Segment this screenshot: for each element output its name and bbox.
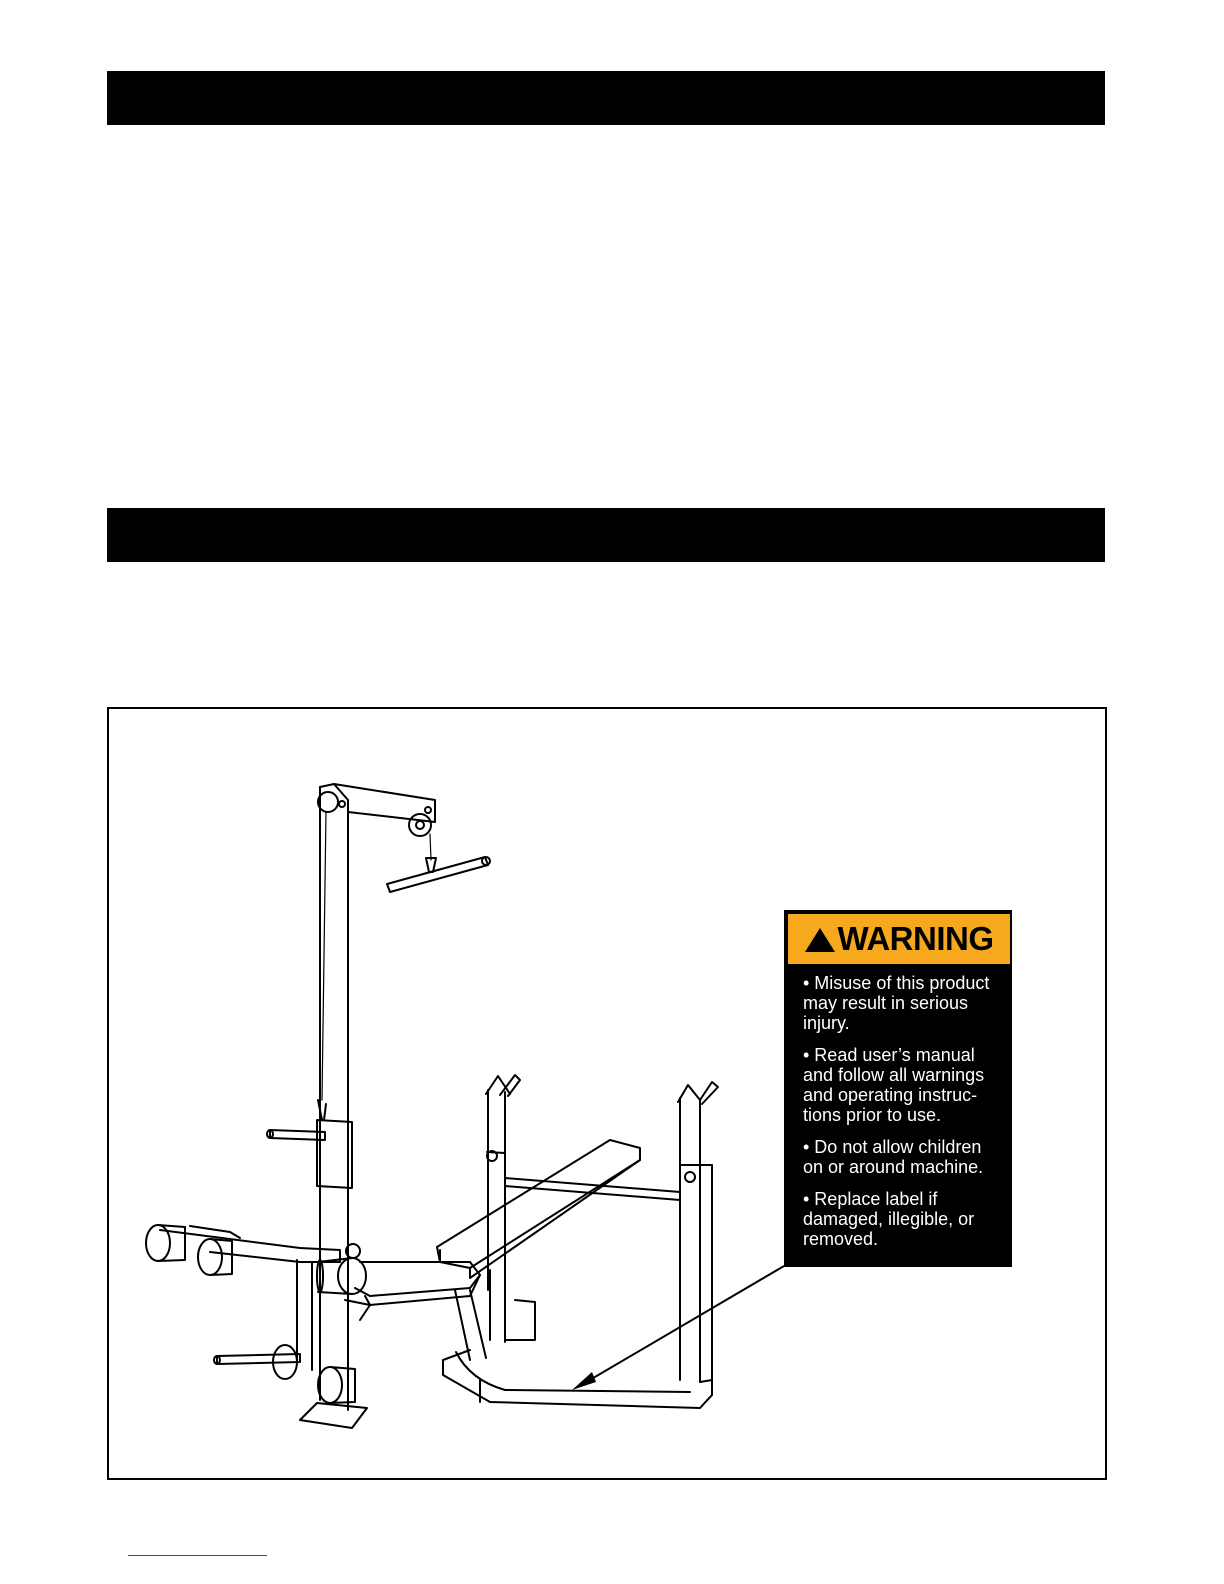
warning-item: • Replace label if damaged, illegible, or removed.: [803, 1189, 975, 1249]
warning-label: [784, 910, 1012, 1267]
warning-item: • Misuse of this product may result in serious injury.: [803, 973, 990, 1033]
warning-title: WARNING: [837, 920, 994, 957]
footer-link-underline[interactable]: [128, 1555, 267, 1556]
warning-triangle-icon: [805, 928, 835, 952]
warning-item: • Read user’s manual and follow all warnings and operating instruc- tions prior to use.: [803, 1045, 985, 1125]
warning-list: [803, 973, 1008, 1261]
warning-item: • Do not allow children on or around machine.: [803, 1137, 984, 1177]
warning-label-header: [788, 914, 1010, 964]
